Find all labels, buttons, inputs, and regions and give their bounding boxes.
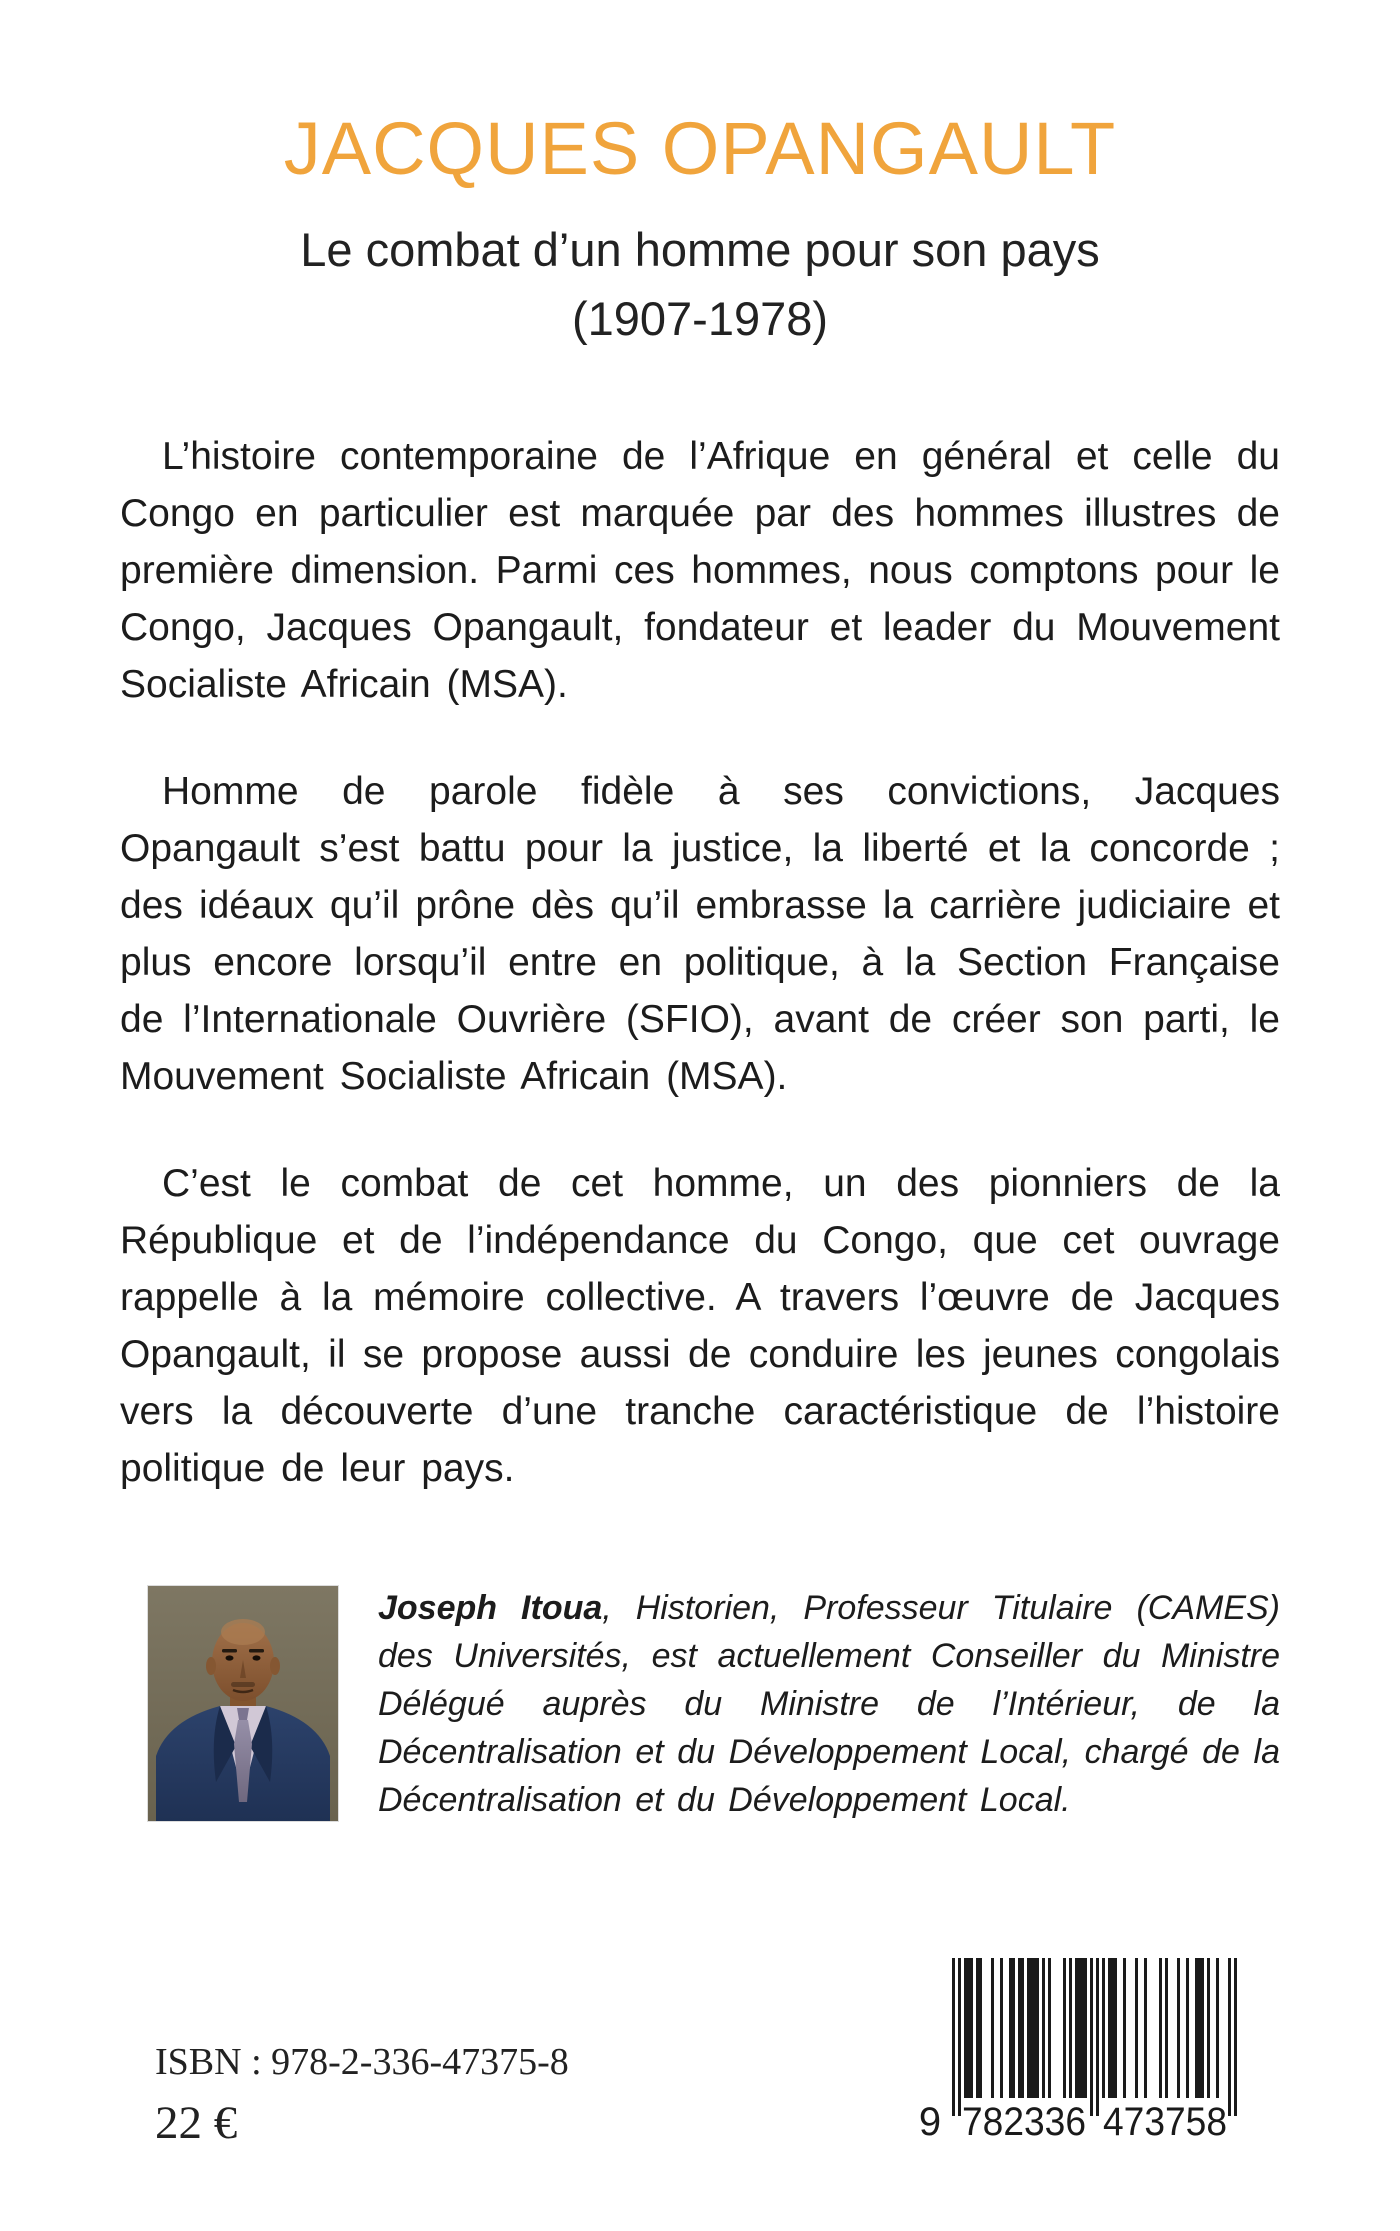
svg-text:473758: 473758 <box>1103 2100 1227 2140</box>
author-bio-rest: , Historien, Professeur Titulaire (CAMES) des Universités, est actuellement Conseiller du Ministre Délégué auprès du Ministre de l’Intérieur, de la Décentralisation et du Développement Local, chargé de la Décentralisation et du Développement Local. <box>378 1589 1281 1819</box>
synopsis-paragraph-3: C’est le combat de cet homme, un des pionniers de la République et de l’indépendance du Congo, que cet ouvrage rappelle à la mémoire collective. A travers l’œuvre de Jacques Opangault, il se propose aussi de conduire les jeunes congolais vers la découverte d’une tranche caractéristique de l’histoire politique de leur pays. <box>120 1162 1280 1490</box>
synopsis-paragraph-2: Homme de parole fidèle à ses convictions, Jacques Opangault s’est battu pour la justice, la liberté et la concorde ; des idéaux qu’il prône dès qu’il embrasse la carrière judiciaire et plus encore lorsqu’il entre en politique, à la Section Française de l’Internationale Ouvrière (SFIO), avant de créer son parti, le Mouvement Socialiste Africain (MSA). <box>120 770 1280 1098</box>
svg-text:782336: 782336 <box>962 2100 1086 2140</box>
synopsis-paragraph-1: L’histoire contemporaine de l’Afrique en général et celle du Congo en particulier est marquée par des hommes illustres de première dimension. Parmi ces hommes, nous comptons pour le Congo, Jacques Opangault, fondateur et leader du Mouvement Socialiste Africain (MSA). <box>120 435 1280 706</box>
author-bio-section <box>120 1584 1280 1824</box>
author-photo <box>148 1586 338 1821</box>
price-text: 22 € <box>155 2097 238 2149</box>
ean13-barcode <box>916 1958 1252 2140</box>
book-title: JACQUES OPANGAULT <box>283 107 1117 190</box>
svg-text:9: 9 <box>918 2100 942 2140</box>
author-name: Joseph Itoua <box>378 1589 603 1627</box>
book-subtitle: Le combat d’un homme pour son pays <box>300 223 1100 276</box>
life-dates: (1907-1978) <box>571 292 829 345</box>
synopsis <box>120 428 1280 1547</box>
isbn-text: ISBN : 978-2-336-47375-8 <box>155 2041 569 2083</box>
